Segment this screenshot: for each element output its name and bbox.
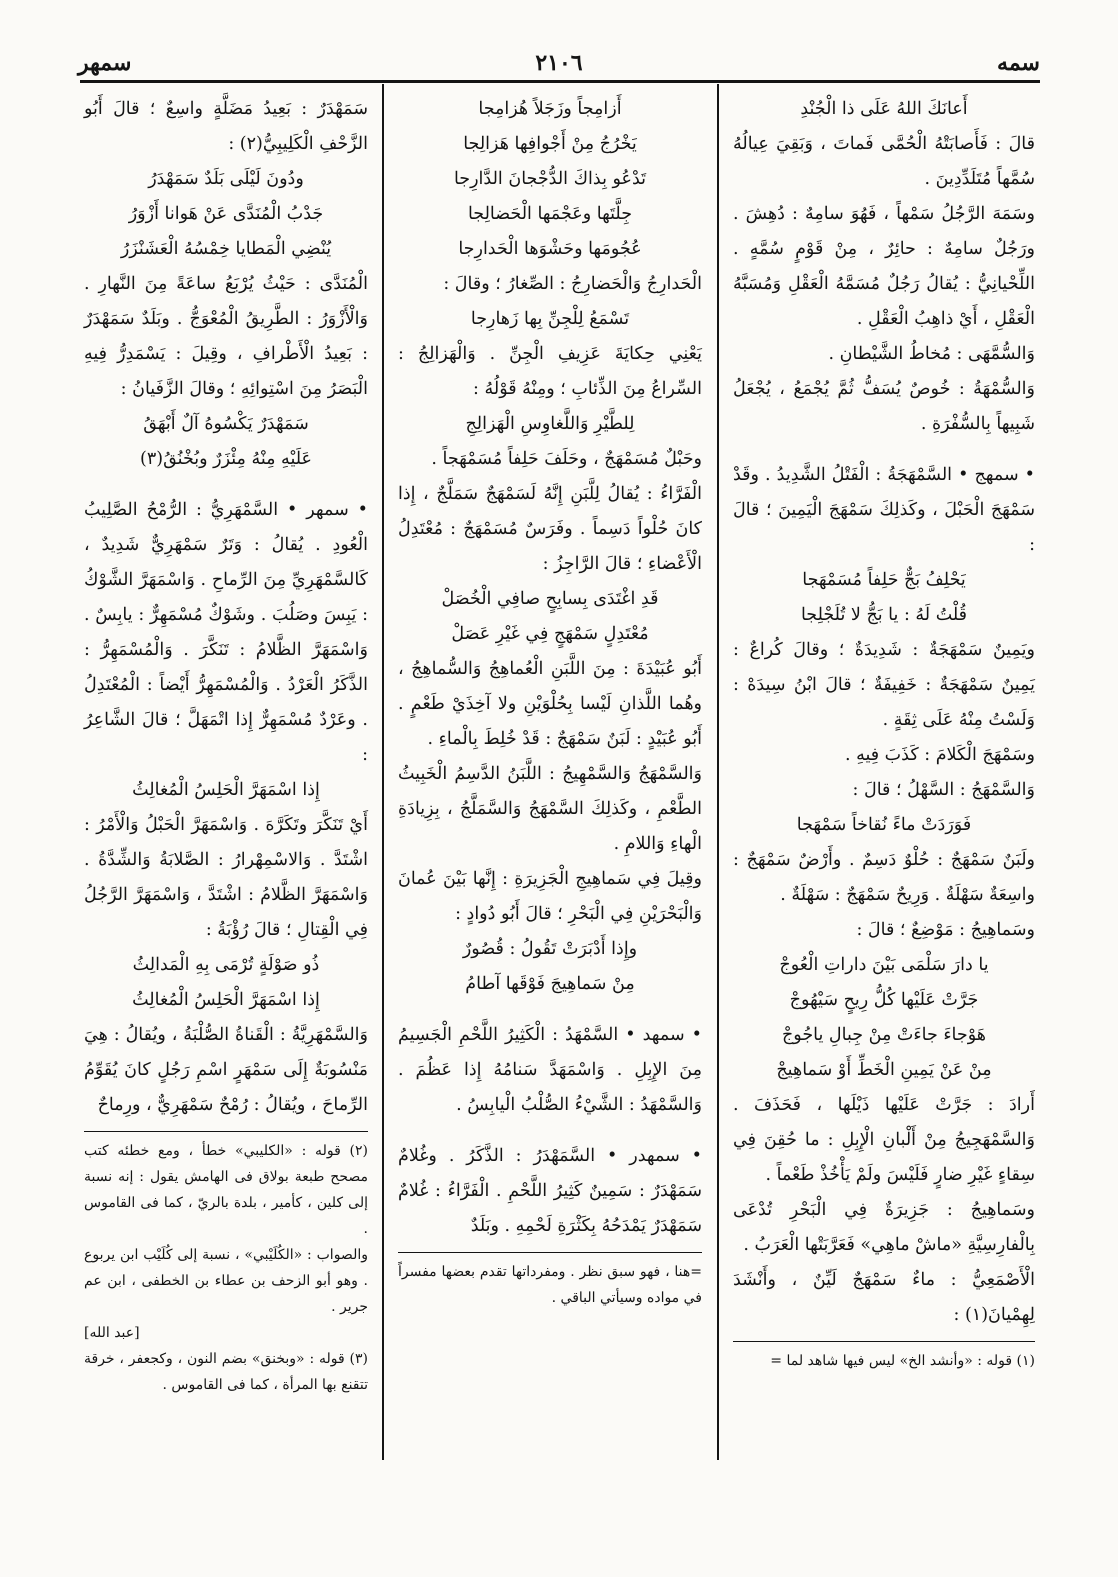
footnote: والصواب : «الكُلَيْبي» ، نسبة إلى كُلَيْب ابن يربوع . وهو أبو الزحف بن عطاء بن الخطفى ، ابن عم جرير .	[84, 1247, 368, 1315]
verse-line: جَرَّتْ عَلَيْها كُلُّ رِيحٍ سَيْهُوجْ	[789, 990, 979, 1010]
column-rule-right	[717, 84, 719, 1460]
footnote-signature: [عبد الله]	[84, 1325, 140, 1341]
column-left	[84, 92, 368, 1398]
header-rule	[80, 80, 1040, 83]
entry-paragraph: • سمهر • السَّمْهَرِيُّ : الرُّمْحُ الصَّلِيبُ الْعُودِ . يُقالُ : وَتَرٌ سَمْهَرِيٌّ شَدِيدٌ ، كَالسَّمْهَرِيِّ مِنَ الرِّماحِ . وَاسْمَهَرَّ الشَّوْكُ : يَبِسَ وصَلُبَ . وشَوْكٌ مُسْمَهِرٌّ : يابِسٌ . وَاسْمَهَرَّ الظَّلامُ : تَنَكَّرَ . وَالْمُسْمَهِرُّ : الذَّكَرُ الْعَرْدُ . وَالْمُسْمَهِرُّ أَيْضاً : الْمُعْتَدِلُ . وعَرْدٌ مُسْمَهِرٌّ إِذا اتْمَهَلَّ ؛ قالَ الشَّاعِرُ :	[84, 500, 368, 765]
entry-paragraph: وسَماهِيجُ : مَوْضِعٌ ؛ قالَ :	[856, 920, 1035, 940]
footnote: (٣) قوله : «وبخنق» بضم النون ، وكجعفر ، خرقة تتقنع بها المرأة ، كما فى القاموس .	[84, 1351, 368, 1393]
column-rule-left	[382, 84, 384, 1460]
verse-line: فَوَرَدَتْ ماءً نُقاخاً سَمْهَجا	[796, 815, 972, 835]
verse-line: مُعْتَدِلٍ سَمْهَجٍ فِي غَيْرِ عَصَلْ	[451, 624, 649, 644]
verse-line: ودُونَ لَيْلَى بَلَدٌ سَمَهْدَرُ	[148, 169, 304, 189]
entry-paragraph: وَالسُّمَّهَى : مُخاطُ الشَّيْطانِ .	[828, 344, 1035, 364]
verse-line: مِنْ سَماهِيجَ فَوْقَها آطامُ	[465, 974, 635, 994]
footnote: (١) قوله : «وأنشد الخ» ليس فيها شاهد لما =	[770, 1353, 1035, 1369]
entry-paragraph: سَمَهْدَرٌ : بَعِيدُ مَضَلَّةٍ واسِعٌ ؛ قالَ أَبُو الزَّحْفِ الْكَلِيبِيُّ(٢) :	[84, 99, 368, 154]
verse-line: عُجُومَها وحَشْوَها الْحَدارِجا	[458, 239, 642, 259]
verse-line: جِلَّتَها وعَجْمَها الْحَضالِجا	[467, 204, 633, 224]
verse-line: مِنْ عَنْ يَمِينِ الْخَطِّ أَوْ سَماهِيجْ	[776, 1060, 992, 1080]
entry-paragraph: يَعْنِي حِكايَةَ عَزِيفِ الْجِنِّ . وَالْهَزالِجُ : السِّراعُ مِنَ الذِّئابِ ؛ ومِنْهُ قَوْلُهُ :	[398, 344, 702, 399]
verse-line: يَخْرُجُ مِنْ أَجْوافِها هَزالِجا	[463, 134, 637, 154]
entry-paragraph: ويَمِينٌ سَمْهَجَةٌ : شَدِيدَةٌ ؛ وقالَ كُراعٌ : يَمِينٌ سَمْهَجَةٌ : خَفِيفَةٌ ؛ قالَ ابْنُ سِيدَهْ : وَلَسْتُ مِنْهُ عَلَى ثِقَةٍ .	[733, 640, 1035, 730]
verse-line: إِذا اسْمَهَرَّ الْحَلِسُ الْمُغالِثُ	[132, 990, 320, 1010]
entry-paragraph: الْمُنَدَّى : حَيْثُ يُرْبَعُ ساعَةً مِنَ النَّهارِ . وَالْأَزْوَرُ : الطَّرِيقُ الْمُعْوَجُّ . وبَلَدٌ سَمَهْدَرٌ : بَعِيدُ الْأَطْرافِ ، وقِيلَ : يَسْمَدِرُّ فِيهِ الْبَصَرُ مِنَ اسْتِوائِهِ ؛ وقالَ الزَّفَيانُ :	[84, 274, 368, 399]
verse-line: لِلطَّيْرِ وَاللَّغاوِسِ الْهَزالِجِ	[465, 414, 635, 434]
verse-line: أَعانَكَ اللهُ عَلَى ذا الْجُنْدِ	[800, 99, 968, 119]
page-number: ٢١٠٦	[535, 50, 583, 76]
verse-line: قُلْتُ لَهُ : يا بَجُّ لا تُلَجْلِجا	[800, 605, 968, 625]
entry-gap	[84, 477, 368, 493]
entry-paragraph: وسَماهِيجُ : جَزِيرَةٌ فِي الْبَحْرِ تُدْعَى بِالْفارِسِيَّةِ «ماشْ ماهِي» فَعَرَّبَتْها الْعَرَبُ .	[733, 1200, 1035, 1255]
entry-paragraph: الْفَرَّاءُ : يُقالُ لِلَّبَنِ إِنَّهُ لَسَمْهَجٌ سَمَلَّجٌ ، إِذا كانَ حُلْواً دَسِماً . وفَرَسٌ مُسَمْهَجٌ : مُعْتَدِلُ الْأَعْضاءِ ؛ قالَ الرَّاجِزُ :	[398, 484, 702, 574]
entry-paragraph: • سمهدر • السَّمَهْدَرُ : الذَّكَرُ . وغُلامٌ سَمَهْدَرٌ : سَمِينٌ كَثِيرُ اللَّحْمِ . الْفَرَّاءُ : غُلامٌ سَمَهْدَرٌ يَمْدَحُهُ بِكَثْرَةِ لَحْمِهِ . وبَلَدٌ	[398, 1146, 702, 1236]
verse-line: يا دارَ سَلْمَى بَيْنَ داراتِ الْعُوجْ	[779, 955, 989, 975]
verse-line: سَمَهْدَرٌ يَكْسُوهُ آلٌ أَبْهَقُ	[143, 414, 309, 434]
verse-line: وإِذا أَدْبَرَتْ تَقُولُ : قُصُورٌ	[462, 939, 638, 959]
verse-line: ذُو صَوْلَةٍ تُرْمَى بِهِ الْمَدالِثُ	[132, 955, 320, 975]
page-header	[78, 50, 1040, 76]
entry-paragraph: • سمهد • السَّمْهَدُ : الْكَثِيرُ اللَّحْمِ الْجَسِيمُ مِنَ الإِبِلِ . وَاسْمَهَدَّ سَنامُهُ إِذا عَظُمَ . وَالسَّمْهَدُ : الشَّيْءُ الصُّلْبُ الْيابِسُ .	[398, 1025, 702, 1115]
entry-paragraph: وحَبْلٌ مُسَمْهَجٌ ، وحَلَفَ حَلِفاً مُسَمْهَجاً .	[431, 449, 702, 469]
column-right	[733, 92, 1035, 1374]
verse-line: هَوْجاءَ جاءَتْ مِنْ جِبالِ ياجُوجْ	[782, 1025, 986, 1045]
verse-line: عَلَيْهِ مِنْهُ مِئْزَرٌ وبُخْنُقُ(٣)	[140, 449, 312, 469]
entry-paragraph: وَالسُّمْهَةُ : خُوصٌ يُسَفُّ ثُمَّ يُجْمَعُ ، يُجْعَلُ شَبِيهاً بِالسُّفْرَةِ .	[733, 379, 1035, 434]
verse-line: يُنْضِي الْمَطايا خِمْسُهُ الْعَشَنْزَرُ	[120, 239, 332, 259]
verse-line: يَحْلِفُ بَجٌّ حَلِفاً مُسَمْهَجا	[802, 570, 966, 590]
entry-paragraph: وسَمْهَجَ الْكَلامَ : كَذَبَ فِيهِ .	[844, 745, 1035, 765]
footnote: (٢) قوله : «الكليبي» خطأ ، ومع خطئه كتب مصحح طبعة بولاق فى الهامش يقول : إنه نسبة إلى كلين ، كأمير ، بلدة بالريّ ، كما فى القاموس .	[84, 1143, 368, 1237]
footnote-rule	[84, 1131, 368, 1132]
verse-line: أَزامِجاً وزَجَلاً هُزامِجا	[478, 99, 622, 119]
verse-line: إِذا اسْمَهَرَّ الْحَلِسُ الْمُغالِثُ	[132, 780, 320, 800]
entry-paragraph: • سمهج • السَّمْهَجَةُ : الْفَتْلُ الشَّدِيدُ . وقَدْ سَمْهَجَ الْحَبْلَ ، وكَذلِكَ سَمْهَجَ الْيَمِينَ ؛ قالَ :	[733, 465, 1035, 555]
header-right-word: سمه	[997, 50, 1040, 76]
entry-paragraph: الْأَصْمَعِيُّ : ماءٌ سَمْهَجٌ لَيِّنٌ ، وأَنْشَدَ لِهِمْيانَ(١) :	[733, 1270, 1035, 1325]
entry-gap	[733, 442, 1035, 458]
entry-paragraph: الْحَدارِجُ وَالْحَضارِجُ : الصِّغارُ ؛ وقالَ :	[443, 274, 702, 294]
header-left-word: سمهر	[78, 50, 132, 76]
footnote-rule	[733, 1341, 1035, 1342]
column-middle	[398, 92, 702, 1311]
verse-line: جَدْبُ الْمُنَدَّى عَنْ هَوانا أَزْوَرُ	[128, 204, 324, 224]
footnote: =هنا ، فهو سبق نظر . ومفرداتها تقدم بعضها مفسراً في مواده وسيأتي الباقي .	[398, 1264, 702, 1306]
entry-paragraph: وَالسَّمْهَجُ : السَّهْلُ ؛ قالَ :	[852, 780, 1035, 800]
entry-paragraph: وقِيلَ فِي سَماهِيجِ الْجَزِيرَةِ : إِنَّها بَيْنَ عُمانَ وَالْبَحْرَيْنِ فِي الْبَحْرِ ؛ قالَ أَبُو دُوادٍ :	[398, 869, 702, 924]
entry-paragraph: وَالسَّمْهَرِيَّةُ : الْقَناةُ الصُّلْبَةُ ، ويُقالُ : هِيَ مَنْسُوبَةٌ إِلَى سَمْهَرٍ اسْمِ رَجُلٍ كانَ يُقَوِّمُ الرِّماحَ ، ويُقالُ : رُمْحٌ سَمْهَرِيٌّ ، ورِماحٌ	[84, 1025, 368, 1115]
verse-line: تَدْعُو بِذاكَ الدُّجْجانَ الدَّارِجا	[453, 169, 647, 189]
entry-paragraph: وَالسَّمْهَجُ وَالسَّمْهِيجُ : اللَّبَنُ الدَّسِمُ الْخَبِيثُ الطَّعْمِ ، وكَذلِكَ السَّمْهَجُ وَالسَّمَلَّجُ ، بِزِيادَةِ الْهاءِ وَاللامِ .	[398, 764, 702, 854]
entry-paragraph: أَرادَ : جَرَّتْ عَلَيْها ذَيْلَها ، فَحَذَفَ . وَالسَّمْهَجِيجُ مِنْ أَلْبانِ الْإِبِلِ : ما حُقِنَ فِي سِقاءٍ غَيْرِ ضارٍ فَلَيْسَ ولَمْ يَأْخُذْ طَعْماً .	[733, 1095, 1035, 1185]
entry-paragraph: وسَمَهَ الرَّجُلُ سَمْهاً ، فَهُوَ سامِهٌ : دُهِشَ . ورَجُلٌ سامِهٌ : حائِرٌ ، مِنْ قَوْمٍ سُمَّهٍ . اللِّحْيانِيُّ : يُقالُ رَجُلٌ مُسَمَّهُ الْعَقْلِ وَمُسَبَّهُ الْعَقْلِ ، أَيْ ذاهِبُ الْعَقْلِ .	[733, 204, 1035, 329]
verse-line: تَسْمَعُ لِلْجِنِّ بِها زَهارِجا	[470, 309, 630, 329]
entry-gap	[398, 1123, 702, 1139]
entry-paragraph: ولَبَنٌ سَمْهَجٌ : حُلْوٌ دَسِمٌ . وأَرْضٌ سَمْهَجٌ : واسِعَةٌ سَهْلَةٌ . وَرِيحٌ سَمْهَجٌ : سَهْلَةٌ .	[733, 850, 1035, 905]
verse-line: قَدِ اغْتَدَى بِسابِحٍ صافِي الْخُصَلْ	[441, 589, 659, 609]
footnote-rule	[398, 1252, 702, 1253]
entry-paragraph: أَيْ تَنَكَّرَ وتَكَرَّهَ . وَاسْمَهَرَّ الْحَبْلُ وَالْأَمْرُ : اشْتَدَّ . وَالاسْمِهْرارُ : الصَّلابَةُ وَالشِّدَّةُ . وَاسْمَهَرَّ الظَّلامُ : اشْتَدَّ ، وَاسْمَهَرَّ الرَّجُلُ فِي الْقِتالِ ؛ قالَ رُؤْبَةُ :	[84, 815, 368, 940]
entry-gap	[398, 1002, 702, 1018]
entry-paragraph: أَبُو عُبَيْدَةَ : مِنَ اللَّبَنِ الْعُماهِجُ وَالسُّماهِجُ ، وهُما اللَّذانِ لَيْسا بِحُلْوَيْنِ ولا آخِذَيْ طَعْمٍ . أَبُو عُبَيْدٍ : لَبَنٌ سَمْهَجٌ : قَدْ خُلِطَ بِالْماءِ .	[398, 659, 702, 749]
entry-paragraph: قالَ : فَأَصابَتْهُ الْحُمَّى فَماتَ ، وَبَقِيَ عِيالُهُ سُمَّهاً مُتَلَدِّدِينَ .	[733, 134, 1035, 189]
